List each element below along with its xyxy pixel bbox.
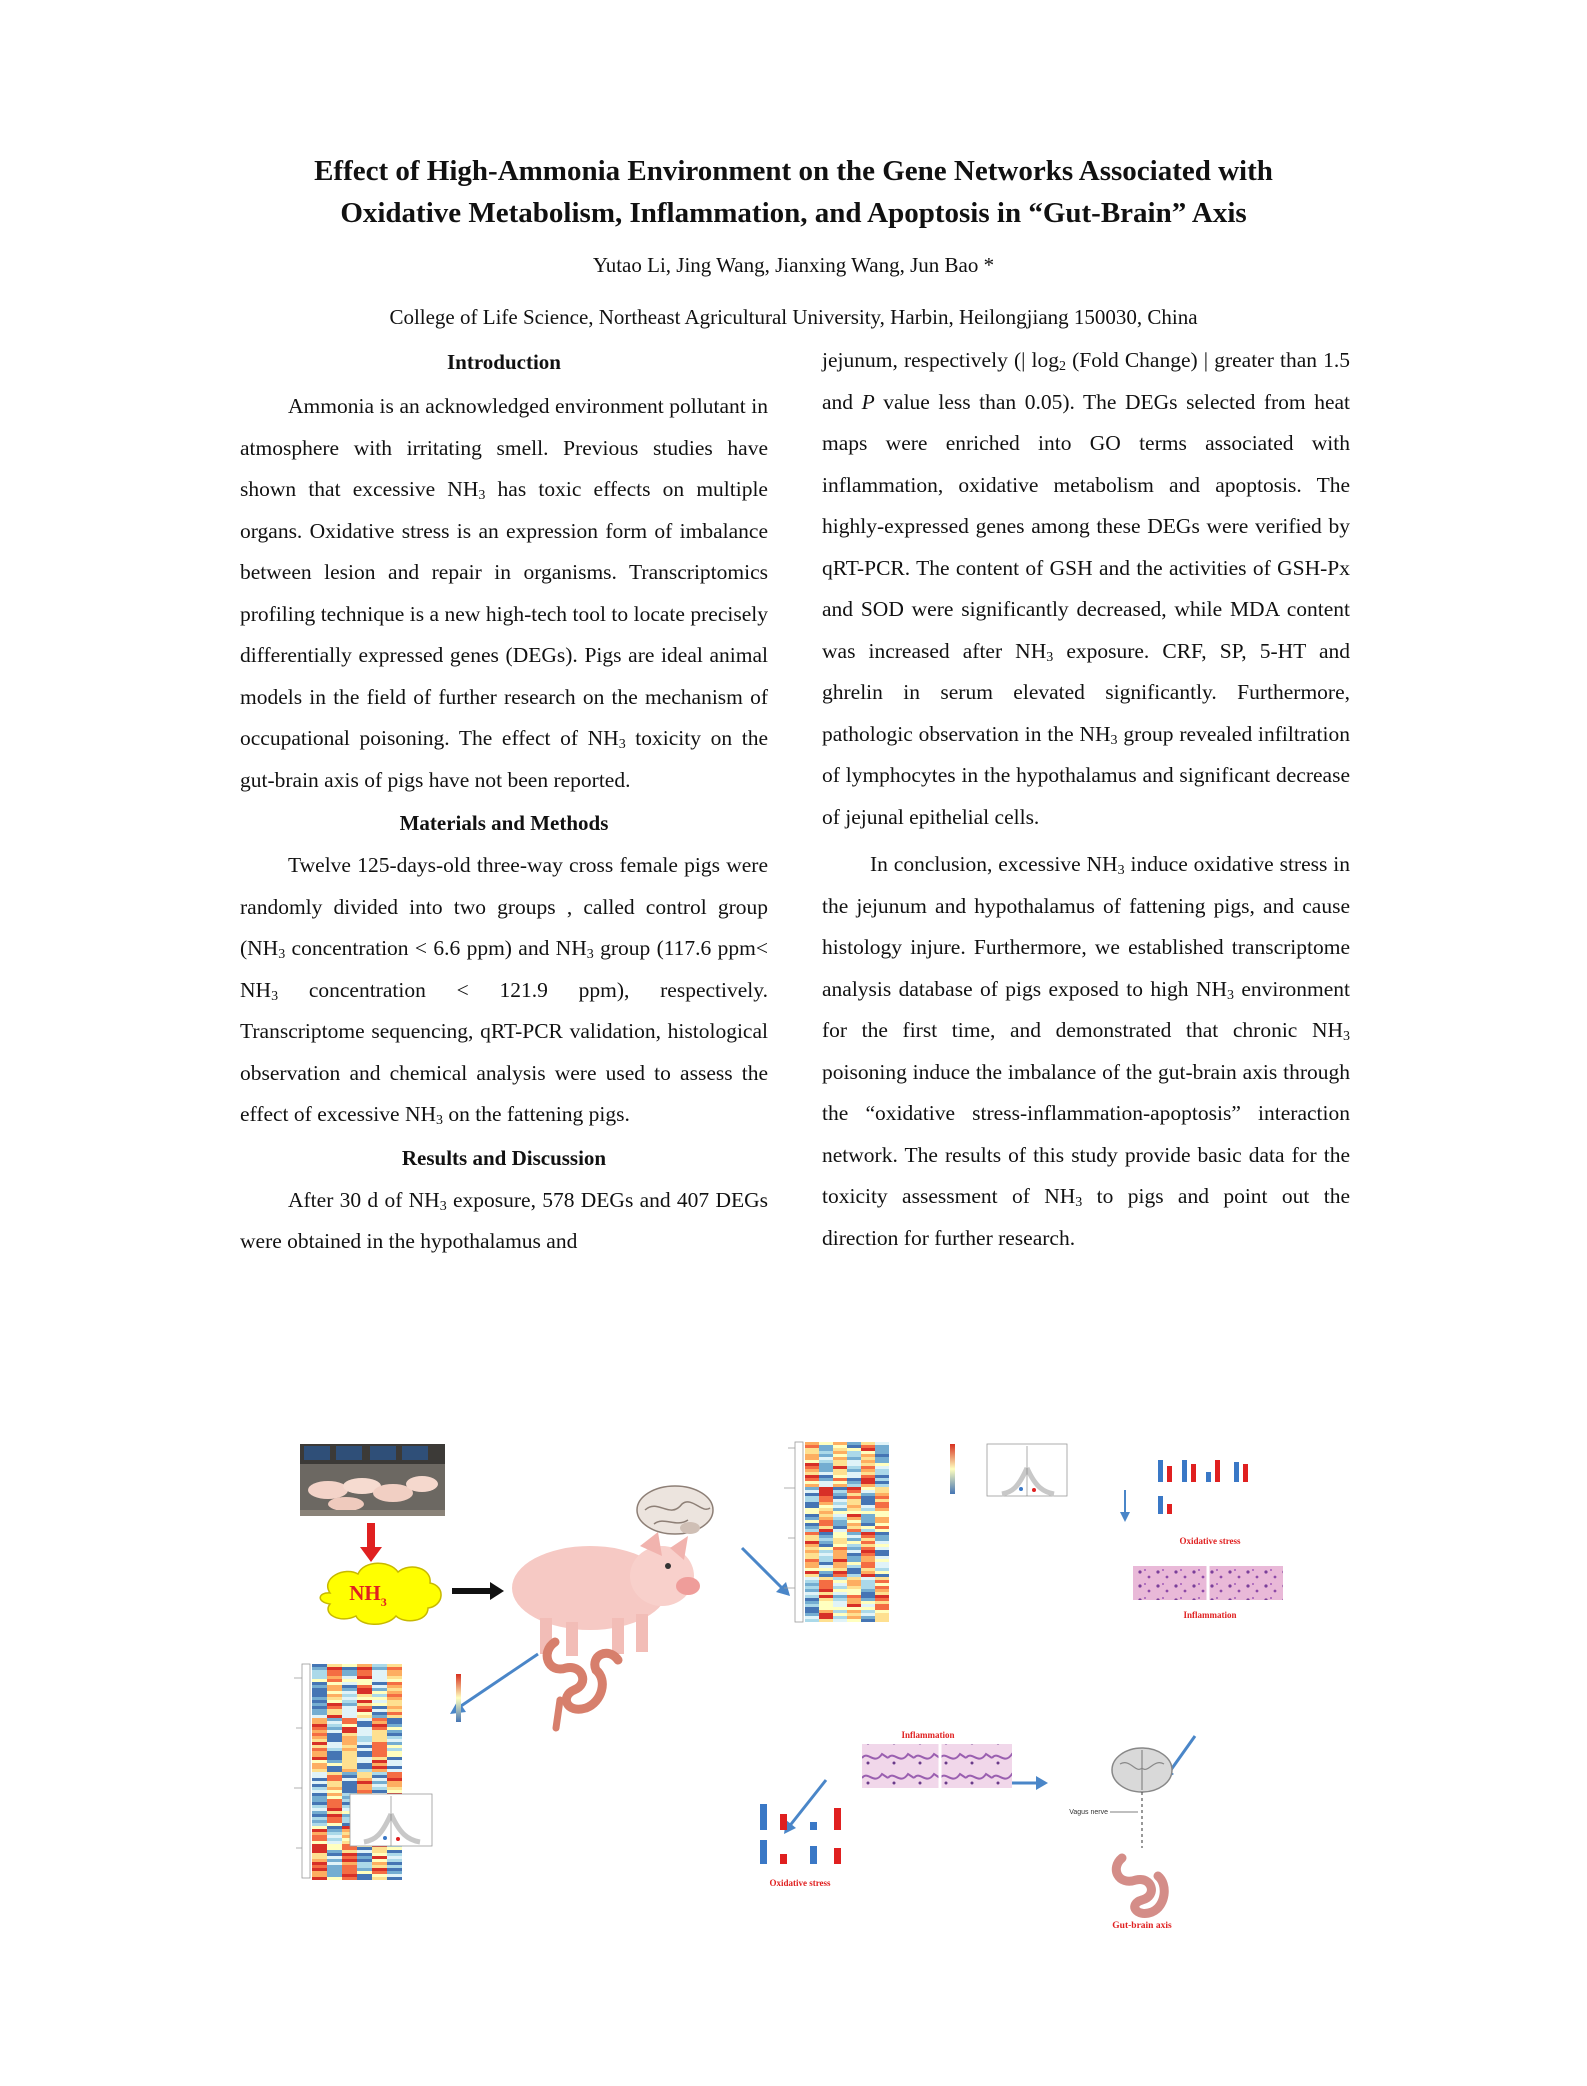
results-continued-paragraph: jejunum, respectively (| $\log_2$ (Fold Change) | greater than 1.5 and P value less than 0.05). The DEGs selected from heat maps were enriched into GO terms associated with inflammation, oxidative metabolism and apoptosis. The highly-expressed genes among these DEGs were verified by qRT-PCR. The content of GSH and the activities of GSH-Px and SOD were significantly decreased, while MDA content was increased after $NH_3$ exposure. CRF, SP, 5-HT and ghrelin in serum elevated significantly. Furthermore, pathologic observation in the $NH_3$ group revealed infiltration of lymphocytes in the hypothalamus and significant decrease of jejunal epithelial cells.: [822, 348, 1351, 829]
heatmap-left: [294, 1664, 461, 1880]
volcano-plot-bottom: [350, 1794, 432, 1846]
graphical-abstract-figure: [290, 1428, 1350, 1928]
histology-jejunum: [862, 1730, 1012, 1788]
title-line-1: Effect of High-Ammonia Environment on the Gene Networks Associated with: [314, 155, 1273, 187]
red-down-arrow: [360, 1523, 382, 1562]
nh3-label: $NH_3$: [349, 1581, 387, 1609]
vagus-nerve-label: Vagus nerve: [1069, 1809, 1108, 1816]
gut-brain-diagram: [1069, 1748, 1172, 1928]
right-column: [822, 340, 1350, 1259]
black-right-arrow: [452, 1582, 504, 1600]
left-column: [240, 348, 768, 1263]
paper-title: [180, 150, 1407, 234]
conclusion-paragraph: In conclusion, excessive $NH_3$ induce oxidative stress in the jejunum and hypothalamus of fattening pigs, and cause histology injure. Furthermore, we established transcriptome analysis database of pigs exposed to high $NH_3$ environment for the first time, and demonstrated that chronic $NH_3$ poisoning induce the imbalance of the gut-brain axis through the “oxidative stress-inflammation-apoptosis” interaction network. The results of this study provide basic data for the toxicity assessment of $NH_3$ to pigs and point out the direction for further research.: [822, 852, 1350, 1250]
nh3-cloud: [320, 1563, 441, 1624]
heatmap-top: [784, 1442, 955, 1622]
inflammation-label-mid: Inflammation: [901, 1730, 955, 1740]
pig-illustration: [512, 1532, 700, 1656]
authors: Yutao Li, Jing Wang, Jianxing Wang, Jun Bao *: [592, 253, 995, 277]
methods-heading: Materials and Methods: [399, 811, 609, 835]
bar-charts-bottom: [760, 1804, 841, 1888]
methods-paragraph: Twelve 125-days-old three-way cross female pigs were randomly divided into two groups , called control group ($NH_3$ concentration < 6.6 ppm) and $NH_3$ group (117.6 $ppm< NH_3$ concentration < 121.9 ppm), respectively. Transcriptome sequencing, qRT-PCR validation, histological observation and chemical analysis were used to assess the effect of excessive $NH_3$ on the fattening pigs.: [240, 853, 768, 1128]
results-heading: Results and Discussion: [401, 1145, 607, 1170]
results-paragraph: After 30 d of $NH_3$ exposure, 578 DEGs and 407 DEGs were obtained in the hypothalamus and: [240, 1187, 768, 1253]
title-line-2: Oxidative Metabolism, Inflammation, and Apoptosis in “Gut-Brain” Axis: [340, 197, 1247, 229]
bar-charts-top: [1158, 1460, 1248, 1546]
gut-brain-axis-label: Gut-brain axis: [1112, 1921, 1172, 1928]
introduction-heading: Introduction: [447, 350, 561, 374]
intestine-icon: [547, 1642, 618, 1728]
inflammation-label-right: Inflammation: [1183, 1610, 1237, 1620]
pig-pen-photo: [300, 1444, 445, 1516]
oxidative-stress-label-top: Oxidative stress: [1179, 1536, 1241, 1546]
oxidative-stress-label-bottom: Oxidative stress: [769, 1878, 831, 1888]
histology-hypothalamus: [1133, 1566, 1283, 1620]
affiliation: College of Life Science, Northeast Agricultural University, Harbin, Heilongjiang 150030, China: [389, 305, 1198, 329]
introduction-paragraph: Ammonia is an acknowledged environment pollutant in atmosphere with irritating smell. Previous studies have shown that excessive $NH_3$ has toxic effects on multiple organs. Oxidative stress is an expression form of imbalance between lesion and repair in organisms. Transcriptomics profiling technique is a new high-tech tool to locate precisely differentially expressed genes (DEGs). Pigs are ideal animal models in the field of further research on the mechanism of occupational poisoning. The effect of $NH_3$ toxicity on the gut-brain axis of pigs have not been reported.: [240, 394, 769, 792]
brain-icon: [637, 1486, 713, 1534]
volcano-plot-top: [987, 1444, 1067, 1496]
